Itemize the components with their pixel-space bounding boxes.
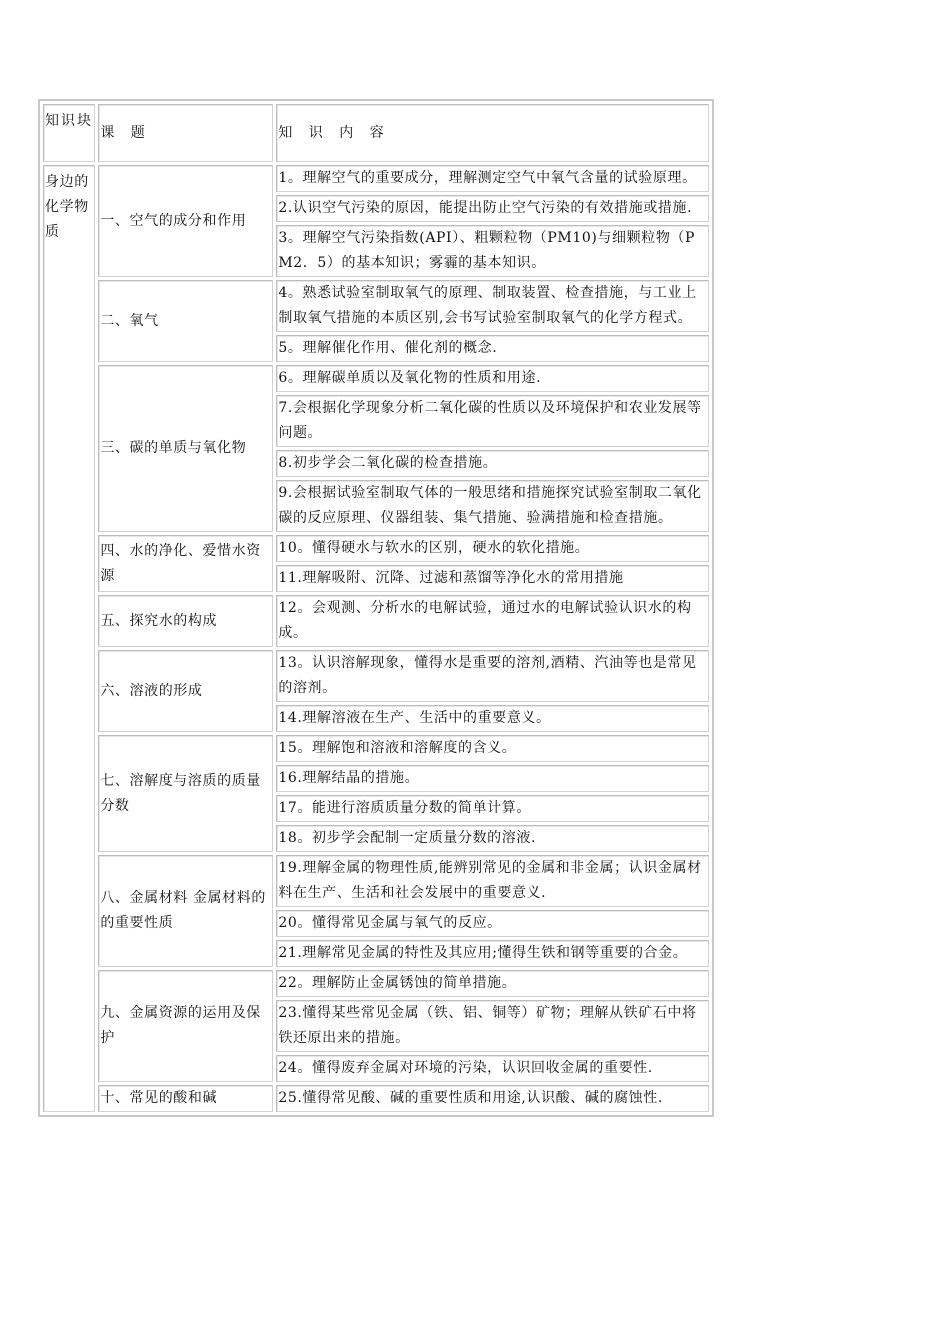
table-row xyxy=(43,365,709,392)
content-cell: 10。懂得硬水与软水的区别，硬水的软化措施。 xyxy=(276,535,709,562)
content-cell: 23.懂得某些常见金属（铁、铝、铜等）矿物；理解从铁矿石中将铁还原出来的措施。 xyxy=(276,1000,709,1052)
table-row xyxy=(43,650,709,702)
content-cell: 21.理解常见金属的特性及其应用;懂得生铁和钢等重要的合金。 xyxy=(276,940,709,967)
topic-cell: 十、常见的酸和碱 xyxy=(98,1085,273,1112)
table-row xyxy=(43,735,709,762)
topic-cell: 一、空气的成分和作用 xyxy=(98,165,273,277)
header-row xyxy=(43,104,709,162)
table-row xyxy=(43,1085,709,1112)
content-cell: 24。懂得废弃金属对环境的污染，认识回收金属的重要性. xyxy=(276,1055,709,1082)
content-cell: 25.懂得常见酸、碱的重要性质和用途,认识酸、碱的腐蚀性. xyxy=(276,1085,709,1112)
content-cell: 2.认识空气污染的原因，能提出防止空气污染的有效措施或措施. xyxy=(276,195,709,222)
content-cell: 17。能进行溶质质量分数的简单计算。 xyxy=(276,795,709,822)
topic-cell: 四、水的净化、爱惜水资源 xyxy=(98,535,273,592)
content-cell: 19.理解金属的物理性质,能辨别常见的金属和非金属；认识金属材料在生产、生活和社会发展中的重要意义. xyxy=(276,855,709,907)
topic-cell: 七、溶解度与溶质的质量分数 xyxy=(98,735,273,852)
table-row xyxy=(43,970,709,997)
content-cell: 9.会根据试验室制取气体的一般思绪和措施探究试验室制取二氧化碳的反应原理、仪器组装、集气措施、验满措施和检查措施。 xyxy=(276,480,709,532)
content-cell: 14.理解溶液在生产、生活中的重要意义。 xyxy=(276,705,709,732)
content-cell: 20。懂得常见金属与氧气的反应。 xyxy=(276,910,709,937)
table-row xyxy=(43,165,709,192)
header-content: 知 识 内 容 xyxy=(276,104,709,162)
content-cell: 11.理解吸附、沉降、过滤和蒸馏等净化水的常用措施 xyxy=(276,565,709,592)
content-cell: 3。理解空气污染指数(API）、粗颗粒物（PM10)与细颗粒物（PM2．5）的基本知识；雾霾的基本知识。 xyxy=(276,225,709,277)
table-row xyxy=(43,855,709,907)
header-topic: 课 题 xyxy=(98,104,273,162)
topic-cell: 六、溶液的形成 xyxy=(98,650,273,732)
curriculum-table xyxy=(38,99,714,1117)
content-cell: 22。理解防止金属锈蚀的简单措施。 xyxy=(276,970,709,997)
table-row xyxy=(43,535,709,562)
topic-cell: 二、氧气 xyxy=(98,280,273,362)
table-row xyxy=(43,280,709,332)
content-cell: 12。会观测、分析水的电解试验，通过水的电解试验认识水的构成。 xyxy=(276,595,709,647)
content-cell: 8.初步学会二氧化碳的检查措施。 xyxy=(276,450,709,477)
content-cell: 7.会根据化学现象分析二氧化碳的性质以及环境保护和农业发展等问题。 xyxy=(276,395,709,447)
content-cell: 6。理解碳单质以及氧化物的性质和用途. xyxy=(276,365,709,392)
topic-cell: 五、探究水的构成 xyxy=(98,595,273,647)
topic-cell: 三、碳的单质与氧化物 xyxy=(98,365,273,532)
content-cell: 15。理解饱和溶液和溶解度的含义。 xyxy=(276,735,709,762)
knowledge-block-cell: 身边的化学物质 xyxy=(43,165,95,1112)
topic-cell: 八、金属材料 金属材料的的重要性质 xyxy=(98,855,273,967)
content-cell: 18。初步学会配制一定质量分数的溶液. xyxy=(276,825,709,852)
topic-cell: 九、金属资源的运用及保护 xyxy=(98,970,273,1082)
table-body xyxy=(43,104,709,1112)
table-row xyxy=(43,595,709,647)
content-cell: 13。认识溶解现象，懂得水是重要的溶剂,酒精、汽油等也是常见的溶剂。 xyxy=(276,650,709,702)
content-cell: 16.理解结晶的措施。 xyxy=(276,765,709,792)
header-block: 知识块 xyxy=(43,104,95,162)
content-cell: 5。理解催化作用、催化剂的概念. xyxy=(276,335,709,362)
content-cell: 1。理解空气的重要成分，理解测定空气中氧气含量的试验原理。 xyxy=(276,165,709,192)
content-cell: 4。熟悉试验室制取氧气的原理、制取装置、检查措施，与工业上制取氧气措施的本质区别,会书写试验室制取氧气的化学方程式。 xyxy=(276,280,709,332)
